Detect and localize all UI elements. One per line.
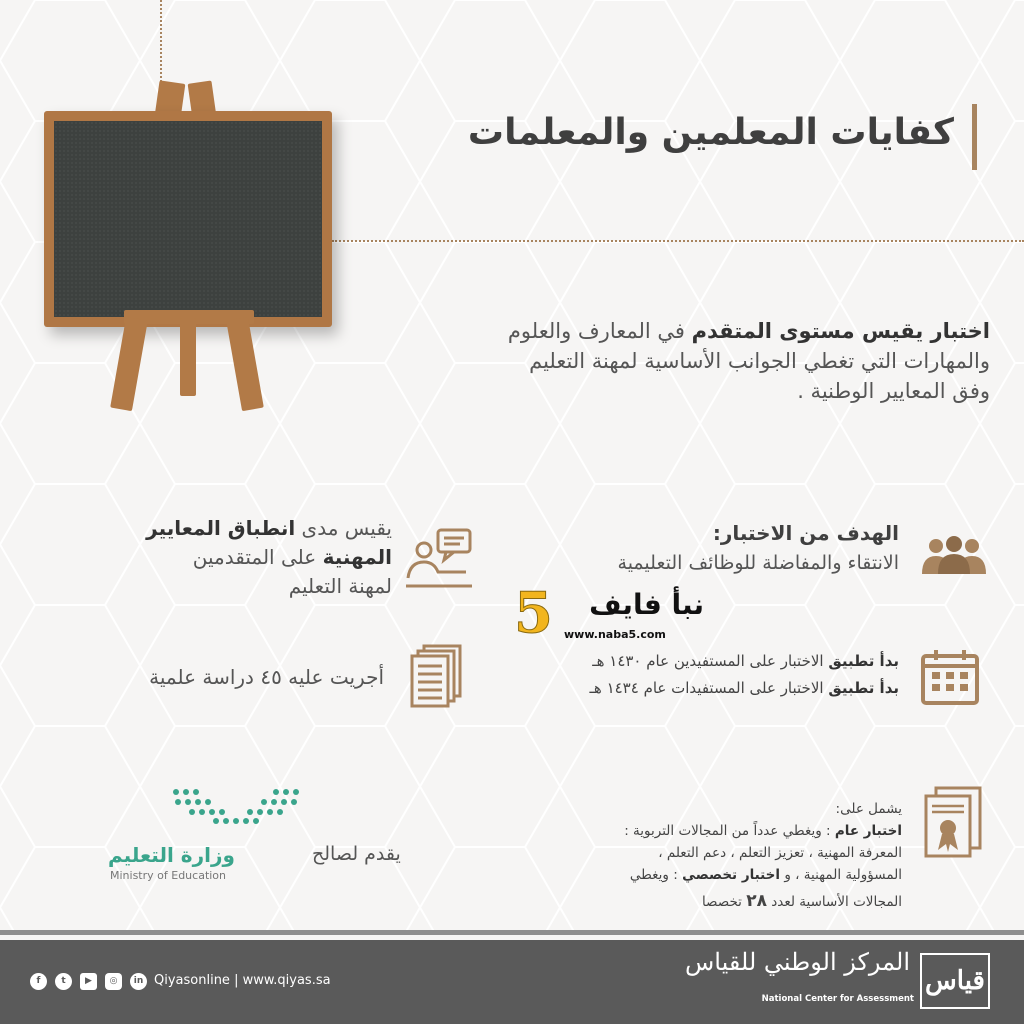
instagram-icon[interactable]: ◎ bbox=[105, 973, 122, 990]
studies-text: أجريت عليه ٤٥ دراسة علمية bbox=[149, 665, 384, 689]
intro-line1-text: في المعارف والعلوم bbox=[507, 319, 692, 343]
blackboard bbox=[44, 111, 332, 327]
title-accent-bar bbox=[972, 104, 977, 170]
footer-handle-link[interactable]: Qiyasonline | www.qiyas.sa bbox=[154, 973, 331, 988]
general-test-text: : ويغطي عدداً من المجالات التربوية : bbox=[624, 823, 835, 839]
intro-paragraph bbox=[390, 316, 990, 406]
watermark-digit: 5 bbox=[514, 580, 553, 646]
dates-bold-2: بدأ تطبيق bbox=[828, 679, 899, 697]
footer-divider bbox=[0, 930, 1024, 935]
dates-male-text: الاختبار على المستفيدين عام ١٤٣٠ هـ bbox=[592, 652, 829, 670]
people-group-icon bbox=[922, 536, 986, 574]
intro-bold-text: اختبار يقيس مستوى المتقدم bbox=[691, 319, 990, 343]
intro-line2-text: والمهارات التي تغطي الجوانب الأساسية لمهنة التعليم bbox=[529, 349, 990, 373]
includes-line4a: المجالات الأساسية لعدد bbox=[767, 894, 902, 910]
facebook-icon[interactable]: f bbox=[30, 973, 47, 990]
general-test-bold: اختبار عام bbox=[834, 823, 902, 839]
specialized-test-bold: اختبار تخصصي bbox=[682, 867, 781, 883]
goal-text: الانتقاء والمفاضلة للوظائف التعليمية bbox=[617, 552, 899, 574]
measure-bold-standards: انطباق المعايير bbox=[146, 516, 296, 540]
ministry-of-education-logo bbox=[170, 786, 302, 826]
watermark-url: www.naba5.com bbox=[564, 628, 666, 641]
presented-for-text: يقدم لصالح bbox=[312, 843, 401, 865]
includes-paragraph bbox=[482, 798, 902, 913]
includes-line3b: : ويغطي bbox=[629, 867, 683, 883]
includes-line3a: المسؤولية المهنية ، و bbox=[780, 867, 902, 883]
linkedin-icon[interactable]: in bbox=[130, 973, 147, 990]
includes-line4b: تخصصا bbox=[701, 894, 747, 910]
twitter-icon[interactable]: t bbox=[55, 973, 72, 990]
dates-female-text: الاختبار على المستفيدات عام ١٤٣٤ هـ bbox=[589, 679, 829, 697]
includes-label: يشمل على: bbox=[835, 801, 902, 817]
footer-bar bbox=[0, 940, 1024, 1024]
dotted-connector-horizontal bbox=[332, 240, 1024, 242]
ministry-name-english: Ministry of Education bbox=[110, 869, 227, 882]
ministry-name-arabic: وزارة التعليم bbox=[108, 843, 235, 867]
goal-title: الهدف من الاختبار: bbox=[712, 521, 899, 545]
dates-bold-1: بدأ تطبيق bbox=[828, 652, 899, 670]
includes-line2: المعرفة المهنية ، تعزيز التعلم ، دعم التعلم ، bbox=[658, 845, 902, 861]
intro-line3-text: وفق المعايير الوطنية . bbox=[797, 379, 990, 403]
measure-line3: لمهنة التعليم bbox=[288, 574, 392, 598]
easel-middle-leg bbox=[180, 318, 196, 396]
youtube-icon[interactable]: ▶ bbox=[80, 973, 97, 990]
specializations-count: ٢٨ bbox=[746, 891, 767, 911]
qiyas-org-name-english: National Center for Assessment bbox=[761, 994, 914, 1004]
start-dates bbox=[589, 648, 899, 702]
documents-stack-icon bbox=[410, 644, 464, 708]
measure-prefix: يقيس مدى bbox=[295, 516, 392, 540]
certificate-award-icon bbox=[922, 786, 984, 860]
qiyas-org-name-arabic: المركز الوطني للقياس bbox=[685, 948, 910, 976]
dotted-connector-vertical bbox=[160, 0, 162, 82]
measure-mid: على المتقدمين bbox=[192, 545, 323, 569]
naba5-watermark bbox=[514, 580, 714, 648]
measure-paragraph bbox=[72, 514, 392, 601]
measure-bold-professional: المهنية bbox=[322, 545, 392, 569]
presenter-speech-icon bbox=[404, 528, 474, 590]
watermark-brand: نبأ فايف bbox=[589, 588, 704, 621]
calendar-icon bbox=[920, 648, 980, 706]
page-title: كفايات المعلمين والمعلمات bbox=[467, 112, 954, 153]
qiyas-logo: قياس bbox=[920, 953, 990, 1009]
